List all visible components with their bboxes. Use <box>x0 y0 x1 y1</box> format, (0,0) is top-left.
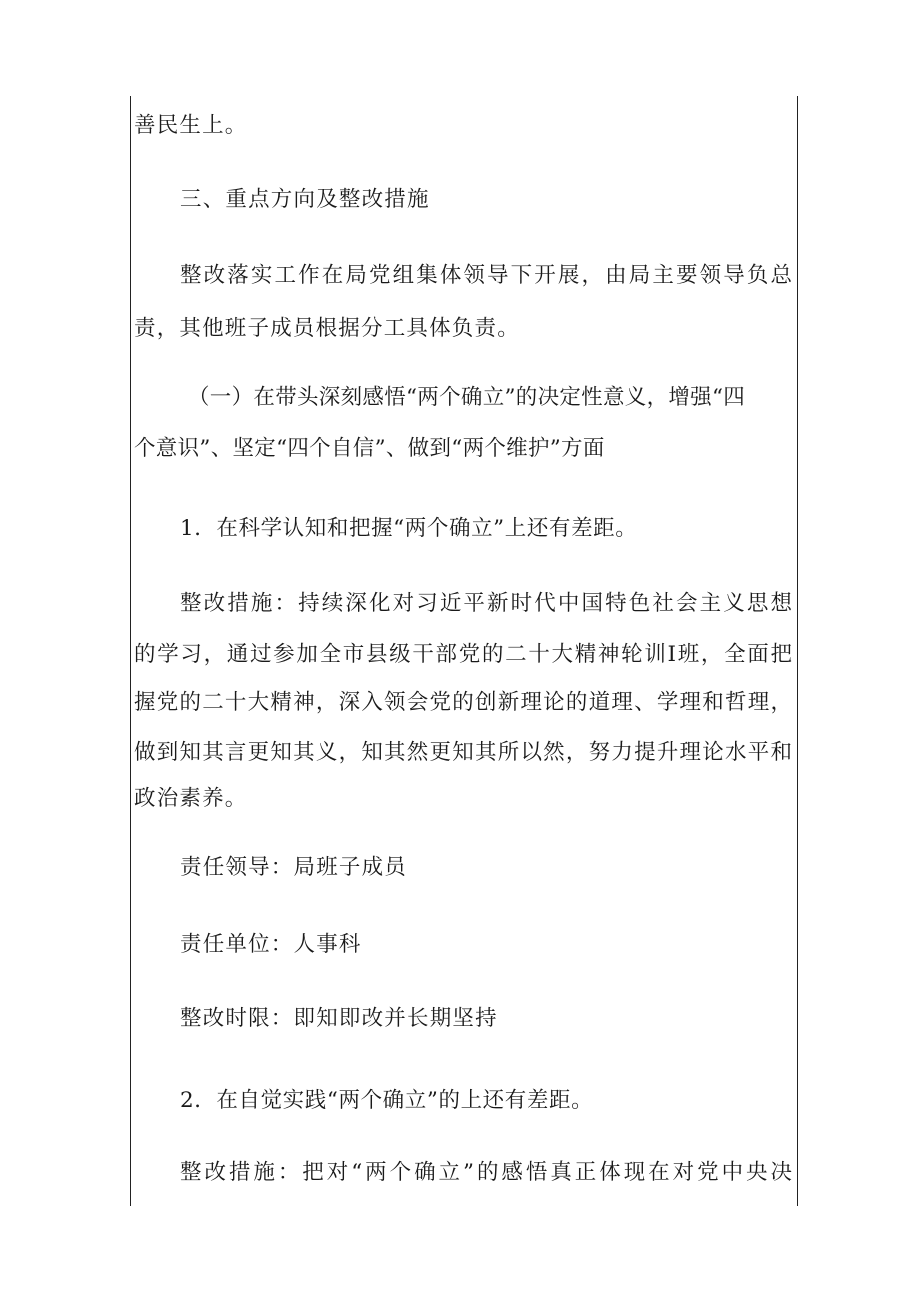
item-heading: 1．在科学认知和把握“两个确立”上还有差距。 <box>180 516 638 541</box>
responsible-leader: 责任领导：局班子成员 <box>180 855 408 880</box>
section-heading: 三、重点方向及整改措施 <box>180 187 430 212</box>
table-border-right <box>797 96 798 1206</box>
text-line: 善民生上。 <box>134 113 248 138</box>
deadline: 整改时限：即知即改并长期坚持 <box>180 1006 498 1031</box>
text-line: 责，其他班子成员根据分工具体负责。 <box>134 316 520 341</box>
text-line: 的学习，通过参加全市县级干部党的二十大精神轮训I班，全面把 <box>134 642 792 667</box>
responsible-unit: 责任单位：人事科 <box>180 932 362 957</box>
text-line: 政治素养。 <box>134 786 248 811</box>
text-line: 整改落实工作在局党组集体领导下开展，由局主要领导负总 <box>180 263 792 288</box>
text-line: 握党的二十大精神，深入领会党的创新理论的道理、学理和哲理， <box>134 690 792 715</box>
subsection-heading: （一）在带头深刻感悟“两个确立”的决定性意义，增强“四 <box>188 385 746 410</box>
text-line: 整改措施：把对“两个确立”的感悟真正体现在对党中央决 <box>180 1160 792 1185</box>
item-heading: 2．在自觉实践“两个确立”的上还有差距。 <box>180 1088 594 1113</box>
subsection-heading-cont: 个意识”、坚定“四个自信”、做到“两个维护”方面 <box>134 436 605 461</box>
text-line: 做到知其言更知其义，知其然更知其所以然，努力提升理论水平和 <box>134 740 792 765</box>
table-border-left <box>130 96 131 1206</box>
text-line: 整改措施：持续深化对习近平新时代中国特色社会主义思想 <box>180 591 792 616</box>
